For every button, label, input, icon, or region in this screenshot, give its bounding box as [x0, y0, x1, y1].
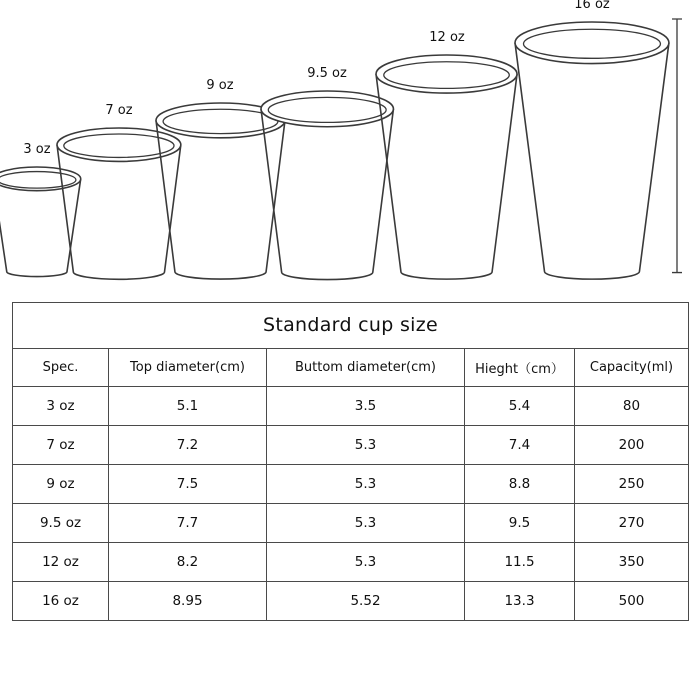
table-cell: 11.5 [465, 543, 575, 582]
table-title: Standard cup size [13, 303, 689, 349]
spec-table-wrap [12, 302, 688, 621]
table-cell: 5.3 [267, 543, 465, 582]
table-cell: 5.3 [267, 426, 465, 465]
table-cell: 270 [575, 504, 689, 543]
table-row-spec: 9 oz [13, 465, 109, 504]
cup-12-oz [366, 50, 527, 296]
cup-label: 16 oz [574, 0, 610, 13]
cup-16-oz [505, 17, 679, 297]
table-cell: 5.3 [267, 465, 465, 504]
table-row [13, 387, 689, 426]
height-measure-bracket [670, 17, 686, 277]
cup-shape [366, 50, 527, 296]
table-cell: 200 [575, 426, 689, 465]
table-row-spec: 7 oz [13, 426, 109, 465]
table-cell: 500 [575, 582, 689, 621]
cup-label: 12 oz [429, 30, 465, 46]
table-cell: 8.95 [109, 582, 267, 621]
table-row-spec: 3 oz [13, 387, 109, 426]
table-row [13, 543, 689, 582]
table-header-cell: Hieght（cm） [465, 349, 575, 387]
table-cell: 13.3 [465, 582, 575, 621]
table-row-spec: 9.5 oz [13, 504, 109, 543]
cup-label: 3 oz [23, 142, 51, 158]
table-cell: 8.8 [465, 465, 575, 504]
cup-shape [505, 17, 679, 297]
table-cell: 5.4 [465, 387, 575, 426]
table-row-spec: 12 oz [13, 543, 109, 582]
spec-table [12, 302, 689, 621]
table-cell: 3.5 [267, 387, 465, 426]
table-cell: 7.7 [109, 504, 267, 543]
table-header-cell: Top diameter(cm) [109, 349, 267, 387]
table-row [13, 465, 689, 504]
table-cell: 7.4 [465, 426, 575, 465]
table-header-cell: Spec. [13, 349, 109, 387]
table-header-cell: Capacity(ml) [575, 349, 689, 387]
table-cell: 9.5 [465, 504, 575, 543]
table-row [13, 582, 689, 621]
table-cell: 350 [575, 543, 689, 582]
table-header-cell: Buttom diameter(cm) [267, 349, 465, 387]
cup-illustration-area [0, 0, 700, 300]
table-row [13, 504, 689, 543]
table-cell: 5.3 [267, 504, 465, 543]
table-title-row [13, 303, 689, 349]
table-cell: 5.52 [267, 582, 465, 621]
table-row [13, 426, 689, 465]
table-cell: 7.2 [109, 426, 267, 465]
table-cell: 80 [575, 387, 689, 426]
table-cell: 8.2 [109, 543, 267, 582]
cup-label: 9 oz [206, 78, 234, 94]
table-cell: 5.1 [109, 387, 267, 426]
table-header-row [13, 349, 689, 387]
table-cell: 7.5 [109, 465, 267, 504]
cup-label: 7 oz [105, 103, 133, 118]
table-cell: 250 [575, 465, 689, 504]
cup-label: 9.5 oz [307, 65, 347, 81]
table-row-spec: 16 oz [13, 582, 109, 621]
